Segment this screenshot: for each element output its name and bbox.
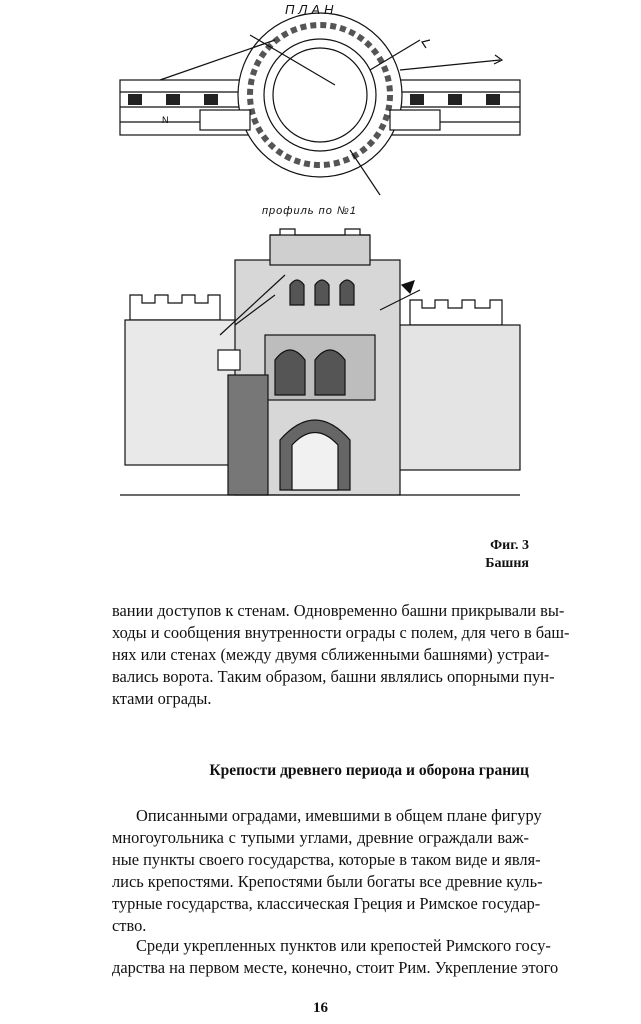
tower-figure (100, 0, 540, 575)
caption-title: Башня (485, 556, 529, 571)
text-line: ктами ограды. (112, 689, 212, 708)
paragraph-2 (112, 805, 543, 937)
section-heading: Крепости древнего периода и оборона границ (209, 762, 529, 779)
text-line: многоугольника с тупыми углами, древние ограждали важ- (112, 828, 529, 847)
tower-elevation-drawing (100, 225, 540, 515)
paragraph-1 (112, 600, 570, 710)
text-line: ные пункты своего государства, которые в таком виде и явля- (112, 850, 541, 869)
text-line: вании доступов к стенам. Одновременно башни прикрывали вы- (112, 601, 565, 620)
text-line: ство. (112, 916, 147, 935)
text-line: Описанными оградами, имевшими в общем плане фигуру (136, 806, 542, 825)
text-line: дарства на первом месте, конечно, стоит Рим. Укрепление этого (112, 958, 559, 977)
text-line: Среди укрепленных пунктов или крепостей Римского госу- (136, 936, 551, 955)
text-line: вались ворота. Таким образом, башни являлись опорными пун- (112, 667, 555, 686)
text-line: турные государства, классическая Греция и Римское государ- (112, 894, 541, 913)
text-line: нях или стенах (между двумя сближенными башнями) устраи- (112, 645, 550, 664)
caption-number: Фиг. 3 (490, 538, 529, 553)
tower-plan-drawing (100, 0, 540, 200)
paragraph-3 (112, 935, 559, 979)
text-line: ходы и сообщения внутренности ограды с полем, для чего в баш- (112, 623, 570, 642)
plan-title: ПЛАН (285, 2, 338, 17)
text-line: лись крепостями. Крепостями были богаты все древние куль- (112, 872, 543, 891)
page-number: 16 (313, 1000, 328, 1016)
figure-caption (485, 537, 529, 573)
profile-label: профиль по №1 (262, 205, 357, 217)
section-mark: N (162, 115, 169, 125)
